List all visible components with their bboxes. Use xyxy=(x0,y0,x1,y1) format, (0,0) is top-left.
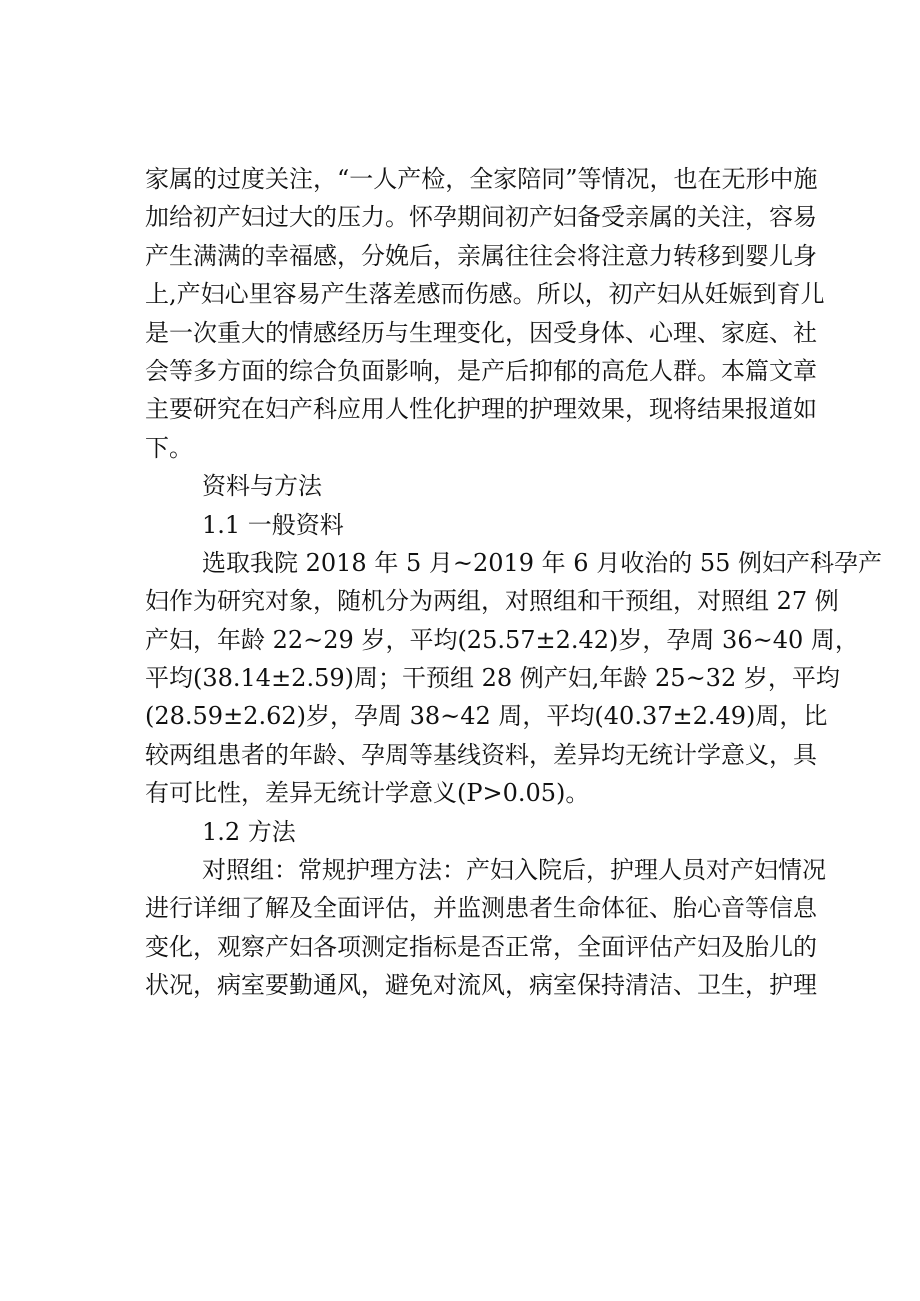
paragraph-line: 主要研究在妇产科应用人性化护理的护理效果，现将结果报道如 xyxy=(145,395,817,424)
paragraph-line: 家属的过度关注，“一人产检，全家陪同”等情况，也在无形中施 xyxy=(145,165,818,193)
paragraph-line: 有可比性，差异无统计学意义(P>0.05)。 xyxy=(145,779,590,808)
paragraph-line: 状况，病室要勤通风，避免对流风，病室保持清洁、卫生，护理 xyxy=(145,971,817,1000)
paragraph-line: 妇作为研究对象，随机分为两组，对照组和干预组，对照组 27 例 xyxy=(145,587,839,616)
subsection-heading: 1.1 一般资料 xyxy=(202,510,344,539)
paragraph-line: 加给初产妇过大的压力。怀孕期间初产妇备受亲属的关注，容易 xyxy=(145,203,817,232)
paragraph-line: 选取我院 2018 年 5 月~2019 年 6 月收治的 55 例妇产科孕产 xyxy=(202,548,883,577)
paragraph-line: 产生满满的幸福感，分娩后，亲属往往会将注意力转移到婴儿身 xyxy=(145,241,817,270)
paragraph-line: 对照组：常规护理方法：产妇入院后，护理人员对产妇情况 xyxy=(202,856,826,885)
paragraph-line: 产妇，年龄 22~29 岁，平均(25.57±2.42)岁，孕周 36~40 周， xyxy=(145,625,859,654)
paragraph-line: 进行详细了解及全面评估，并监测患者生命体征、胎心音等信息 xyxy=(145,894,817,923)
paragraph-line: (28.59±2.62)岁，孕周 38~42 周，平均(40.37±2.49)周，比 xyxy=(145,702,828,731)
paragraph-line: 下。 xyxy=(145,433,193,462)
paragraph-line: 上,产妇心里容易产生落差感而伤感。所以，初产妇从妊娠到育儿 xyxy=(145,280,825,309)
paragraph-line: 平均(38.14±2.59)周；干预组 28 例产妇,年龄 25~32 岁，平均 xyxy=(145,664,840,693)
paragraph-line: 变化，观察产妇各项测定指标是否正常，全面评估产妇及胎儿的 xyxy=(145,932,817,961)
section-heading: 资料与方法 xyxy=(202,472,322,501)
subsection-heading: 1.2 方法 xyxy=(202,817,296,846)
body-text xyxy=(145,160,883,1005)
paragraph-line: 是一次重大的情感经历与生理变化，因受身体、心理、家庭、社 xyxy=(145,318,817,347)
paragraph-line: 会等多方面的综合负面影响，是产后抑郁的高危人群。本篇文章 xyxy=(145,356,817,385)
paragraph-line: 较两组患者的年龄、孕周等基线资料，差异均无统计学意义，具 xyxy=(145,740,817,769)
